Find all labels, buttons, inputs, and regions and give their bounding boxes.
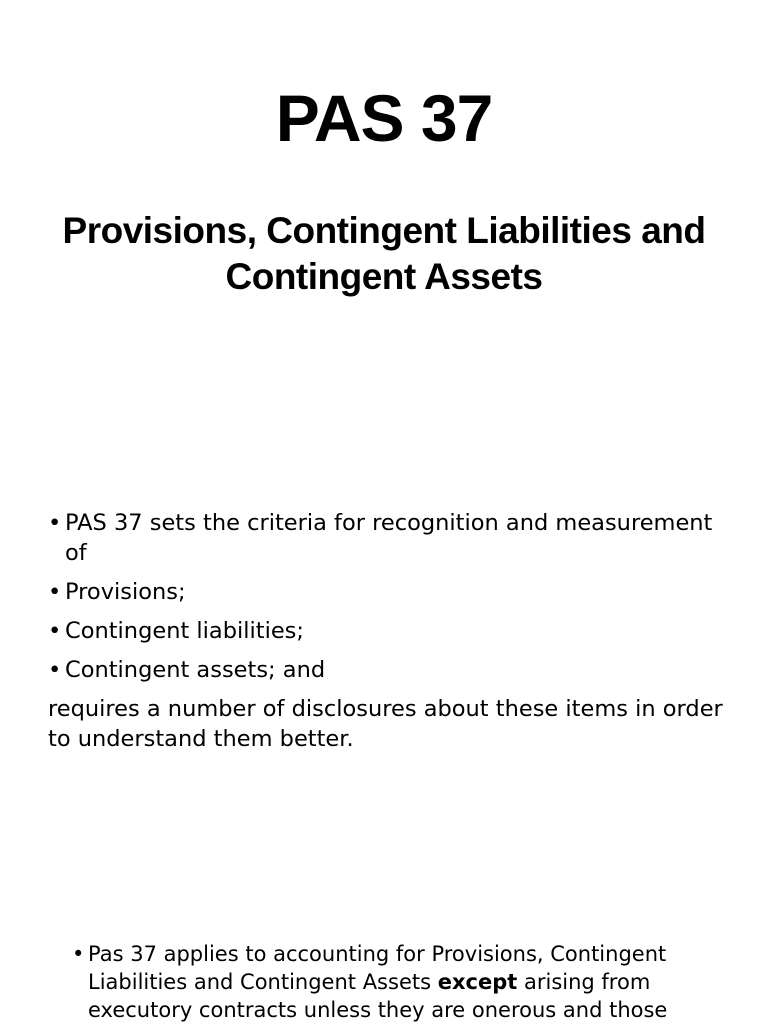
bullet-icon: • bbox=[48, 657, 62, 683]
bullet-intro bbox=[48, 508, 728, 568]
bullet-scope bbox=[72, 940, 712, 1024]
scope-section bbox=[72, 940, 712, 1024]
slide-title: PAS 37 bbox=[275, 81, 493, 155]
scope-emphasis: except bbox=[437, 970, 518, 994]
intro-text: PAS 37 sets the criteria for recognition and measurement of bbox=[65, 510, 713, 566]
bullet-contingent-liabilities bbox=[48, 616, 728, 646]
bullet-icon: • bbox=[48, 579, 62, 605]
bullet-icon: • bbox=[48, 510, 62, 536]
bullet-icon: • bbox=[48, 618, 62, 644]
criteria-section bbox=[48, 508, 728, 754]
closing-text: requires a number of disclosures about these items in order to understand them better. bbox=[48, 696, 723, 752]
bullet-provisions bbox=[48, 577, 728, 607]
slide-subtitle: Provisions, Contingent Liabilities and Contingent Assets bbox=[62, 210, 706, 297]
scope-text-before: Pas 37 applies to accounting for Provisions, Contingent Liabilities and Contingent Assets bbox=[88, 942, 667, 994]
bullet-icon: • bbox=[72, 942, 85, 966]
list-item: Contingent assets; and bbox=[65, 657, 326, 683]
list-item: Provisions; bbox=[65, 579, 186, 605]
list-item: Contingent liabilities; bbox=[65, 618, 304, 644]
bullet-contingent-assets bbox=[48, 655, 728, 685]
scope-text-after: arising from executory contracts unless they are onerous and those bbox=[88, 970, 668, 1022]
